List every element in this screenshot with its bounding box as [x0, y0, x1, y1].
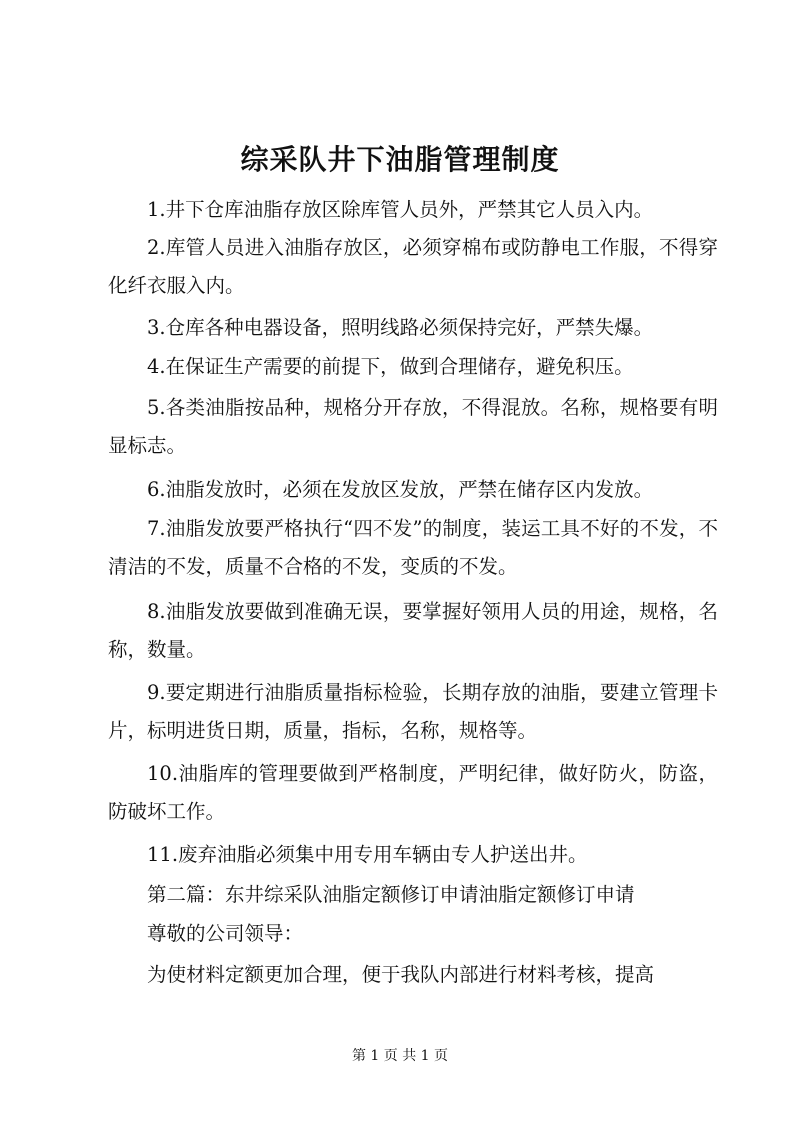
rule-item-11: 11.废弃油脂必须集中用专用车辆由专人护送出井。	[147, 843, 588, 866]
rule-item-9: 9.要定期进行油脂质量指标检验，长期存放的油脂，要建立管理卡片，标明进货日期，质量，指标，名称，规格等。	[108, 681, 718, 742]
rule-item-5: 5.各类油脂按品种，规格分开存放，不得混放。名称，规格要有明显标志。	[108, 396, 718, 457]
rule-item-3: 3.仓库各种电器设备，照明线路必须保持完好，严禁失爆。	[147, 316, 654, 339]
page-title: 综采队井下油脂管理制度	[240, 143, 560, 176]
page-footer: 第 1 页 共 1 页	[351, 1048, 449, 1064]
second-part-heading: 第二篇：东井综采队油脂定额修订申请油脂定额修订申请	[147, 883, 635, 906]
rule-item-6: 6.油脂发放时，必须在发放区发放，严禁在储存区内发放。	[147, 478, 654, 501]
rule-item-4: 4.在保证生产需要的前提下，做到合理储存，避免积压。	[147, 355, 634, 378]
body-paragraph: 为使材料定额更加合理，便于我队内部进行材料考核，提高	[147, 963, 655, 986]
rule-item-8: 8.油脂发放要做到准确无误，要掌握好领用人员的用途，规格，名称，数量。	[108, 600, 718, 661]
rule-item-10: 10.油脂库的管理要做到严格制度，严明纪律，做好防火，防盗，防破坏工作。	[108, 762, 718, 823]
rule-item-2: 2.库管人员进入油脂存放区，必须穿棉布或防静电工作服，不得穿化纤衣服入内。	[108, 236, 718, 297]
rule-item-7: 7.油脂发放要严格执行“四不发”的制度，装运工具不好的不发，不清洁的不发，质量不合格的不发，变质的不发。	[108, 517, 718, 578]
salutation: 尊敬的公司领导：	[147, 922, 304, 945]
rule-item-1: 1.井下仓库油脂存放区除库管人员外，严禁其它人员入内。	[147, 198, 654, 221]
